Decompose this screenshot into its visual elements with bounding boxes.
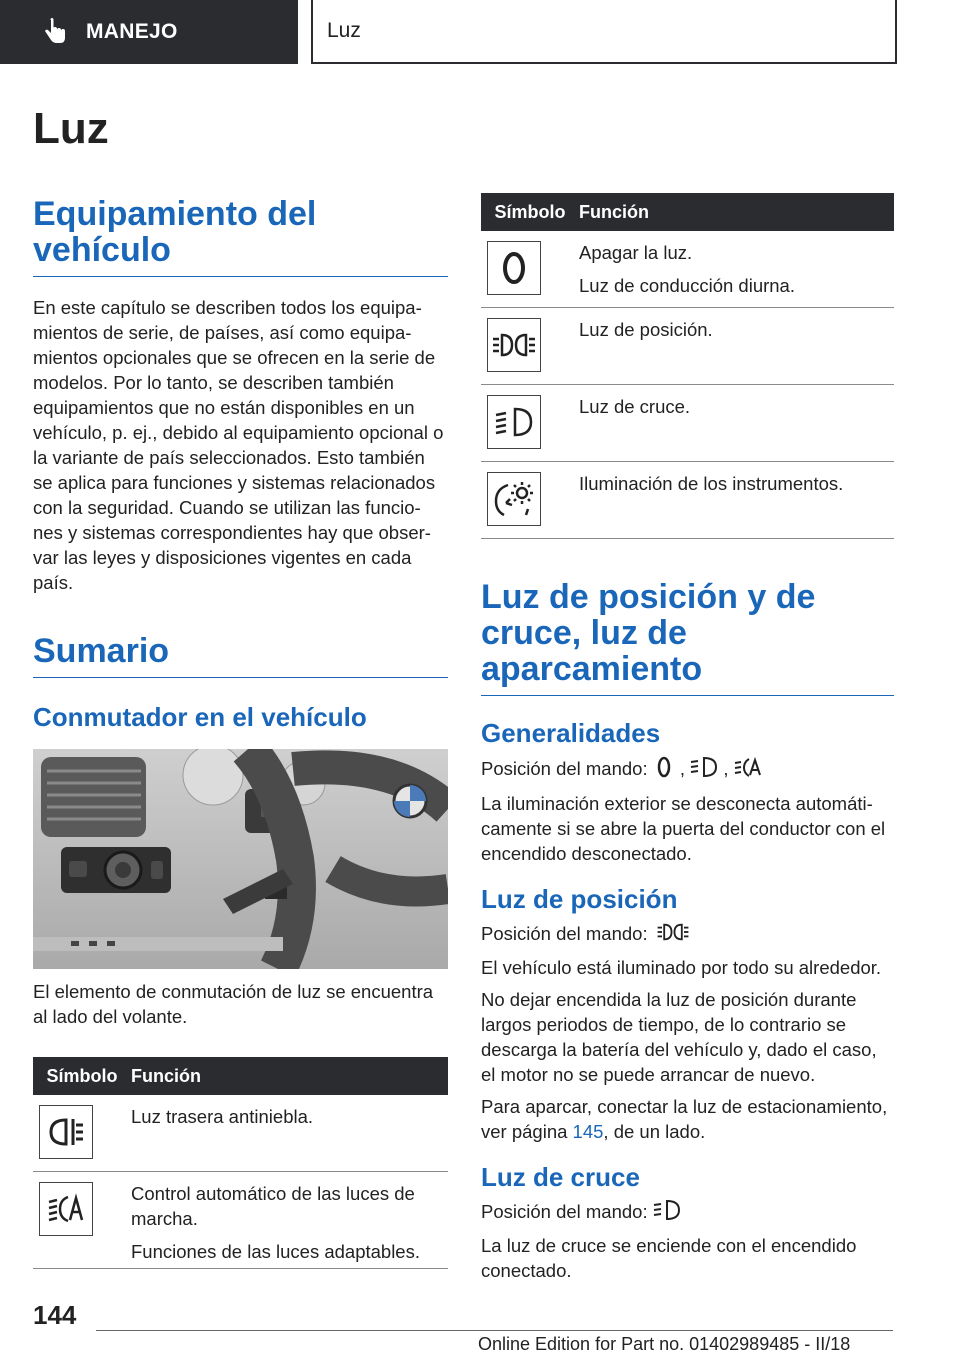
page-title: Luz — [33, 104, 109, 153]
chapter-label: Luz — [327, 19, 361, 42]
left-column — [33, 196, 448, 1269]
function-text: Control automático de las luces de marcha. — [131, 1183, 415, 1229]
heading-position-low: Luz de posición y de cruce, luz de aparcamiento — [481, 579, 894, 696]
low-beam-icon — [653, 1199, 681, 1227]
position-label: Posición del mando: — [481, 1201, 648, 1223]
heading-summary: Sumario — [33, 633, 448, 678]
low-text: La luz de cruce se enciende con el encendido conectado. — [481, 1235, 857, 1282]
column-header-function: Función — [131, 1065, 201, 1086]
general-text: La iluminación exterior se desconecta automáti-camente si se abre la puerta del conductor con el encendido desconectado. — [481, 793, 886, 864]
switch-text: El elemento de conmutación de luz se encuentra al lado del volante. — [33, 981, 434, 1027]
page-link[interactable]: 145 — [572, 1121, 604, 1143]
parking-lights-icon — [487, 318, 541, 372]
low-beam-icon — [690, 756, 718, 784]
table-row — [481, 231, 894, 308]
column-header-symbol: Símbolo — [494, 201, 566, 222]
edition-text: Online Edition for Part no. 01402989485 - II/18 — [478, 1334, 851, 1354]
parking-lights-icon — [653, 921, 693, 949]
symbol-table-right — [481, 193, 894, 539]
position-position-line — [481, 921, 894, 949]
heading-position: Luz de posición — [481, 884, 678, 914]
function-text: Luz de cruce. — [579, 396, 691, 417]
column-header-symbol: Símbolo — [46, 1065, 118, 1086]
section-tab — [0, 0, 298, 64]
lights-off-icon — [653, 755, 675, 785]
light-switch-photo — [33, 749, 448, 969]
position-label: Posición del mando: — [481, 923, 648, 944]
position-text-1: El vehículo está iluminado por todo su alrededor. — [481, 957, 882, 979]
heading-low: Luz de cruce — [481, 1162, 640, 1193]
table-header — [481, 193, 894, 231]
heading-general: Generalidades — [481, 718, 661, 748]
general-position-line: Posición del mando: , , — [481, 755, 894, 785]
section-label: MANEJO — [86, 20, 178, 43]
symbol-table-left — [33, 1057, 448, 1269]
position-text-2: No dejar encendida la luz de posición durante largos periodos de tiempo, de lo contrario se descarga la batería del vehículo y, dado el caso, el motor no se puede arrancar de nuevo. — [481, 989, 877, 1086]
position-text-3: Para aparcar, conectar la luz de estacionamiento, ver página 145, de un lado. — [481, 1096, 888, 1143]
function-text: Luz trasera antiniebla. — [131, 1106, 314, 1127]
instrument-lighting-icon — [487, 472, 541, 526]
automatic-headlight-icon — [39, 1182, 93, 1236]
table-header — [33, 1057, 448, 1095]
function-text: Apagar la luz. — [579, 242, 693, 263]
lights-off-icon — [487, 241, 541, 295]
low-beam-icon — [487, 395, 541, 449]
chapter-header — [311, 0, 897, 64]
table-row — [481, 462, 894, 539]
function-text: Luz de posición. — [579, 319, 713, 340]
table-row — [33, 1172, 448, 1269]
function-text: Luz de conducción diurna. — [579, 275, 795, 296]
low-position-line — [481, 1199, 894, 1227]
position-label: Posición del mando: — [481, 757, 648, 779]
column-header-function: Función — [579, 201, 649, 222]
table-row — [481, 385, 894, 462]
right-column — [481, 193, 894, 1283]
heading-switch: Conmutador en el vehículo — [33, 702, 367, 732]
function-text: Funciones de las luces adaptables. — [131, 1241, 420, 1262]
hand-pointer-icon — [40, 17, 80, 47]
footer-divider — [96, 1330, 893, 1331]
table-row — [33, 1095, 448, 1172]
equipment-text: En este capítulo se describen todos los equipa-mientos de serie, de países, así como equipa-mientos opcionales que se ofrecen en la serie de modelos. Por lo tanto, se describen también equipamientos que no están disponibles en un vehículo, p. ej., debido al equipamiento opcional o la variante de país seleccionados. Esto también se aplica para funciones y sistemas relacionados con la seguridad. Cuando se utilizan las funcio-nes y sistemas correspondientes hay que obser-var las leyes y disposiciones vigentes en cada país. — [33, 297, 444, 593]
function-text: Iluminación de los instrumentos. — [579, 473, 844, 494]
table-row — [481, 308, 894, 385]
page-number: 144 — [33, 1300, 77, 1330]
heading-equipment: Equipamiento del vehículo — [33, 196, 448, 277]
rear-fog-light-icon — [39, 1105, 93, 1159]
automatic-headlight-icon — [734, 756, 762, 784]
